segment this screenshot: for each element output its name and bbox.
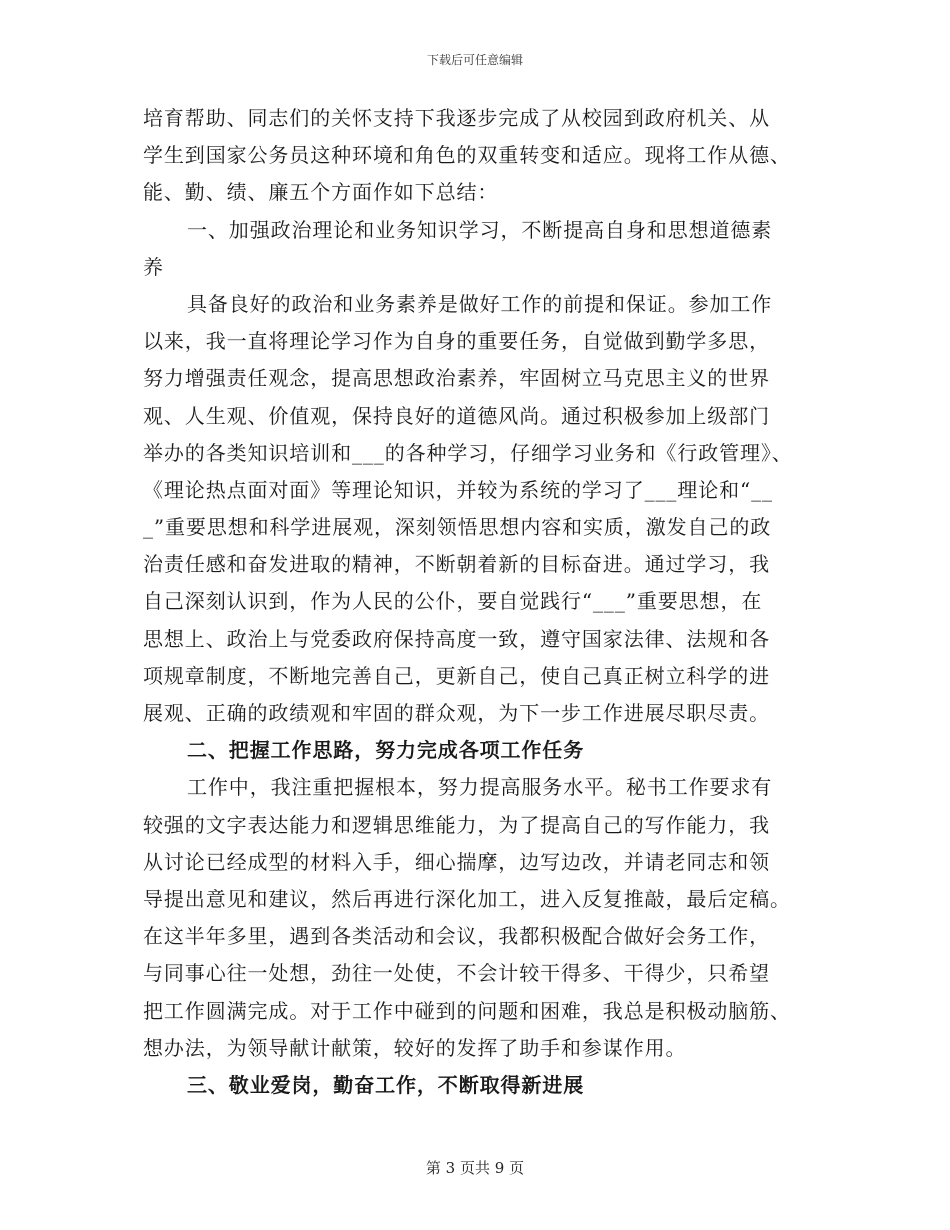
paragraph-start: 具备良好的政治和业务素养是做好工作的前提和保证。参加工作: [187, 291, 773, 316]
body-line: 把工作圆满完成。对于工作中碰到的问题和困难，我总是积极动脑筋、: [143, 998, 791, 1023]
body-line: 以来，我一直将理论学习作为自身的重要任务，自觉做到勤学多思，: [143, 329, 770, 354]
section-heading-2: 二、把握工作思路，努力完成各项工作任务: [187, 738, 585, 763]
body-line: 学生到国家公务员这种环境和角色的双重转变和适应。现将工作从德、: [143, 143, 791, 168]
body-line: 努力增强责任观念，提高思想政治素养，牢固树立马克思主义的世界: [143, 366, 770, 391]
body-line: 治责任感和奋发进取的精神，不断朝着新的目标奋进。通过学习，我: [143, 552, 770, 577]
body-line: _”重要思想和科学进展观，深刻领悟思想内容和实质，激发自己的政: [143, 515, 772, 540]
body-line: 较强的文字表达能力和逻辑思维能力，为了提高自己的写作能力，我: [143, 812, 770, 837]
body-line: 展观、正确的政绩观和牢固的群众观，为下一步工作进展尽职尽责。: [143, 701, 770, 725]
body-line: 举办的各类知识培训和___的各种学习，仔细学习业务和《行政管理》、: [143, 440, 793, 465]
body-line: 培育帮助、同志们的关怀支持下我逐步完成了从校园到政府机关、从: [143, 106, 770, 130]
body-line: 观、人生观、价值观，保持良好的道德风尚。通过积极参加上级部门: [143, 403, 770, 428]
body-line: 自己深刻认识到，作为人民的公仆，要自觉践行“___”重要思想，在: [143, 589, 763, 614]
body-line: 导提出意见和建议，然后再进行深化加工，进入反复推敲，最后定稿。: [143, 886, 791, 911]
page-header: 下载后可任意编辑: [426, 53, 523, 67]
body-line: 想办法，为领导献计献策，较好的发挥了助手和参谋作用。: [143, 1035, 687, 1060]
body-line: 从讨论已经成型的材料入手，细心揣摩，边写边改，并请老同志和领: [143, 849, 770, 874]
document-body: [143, 100, 813, 1104]
body-line: 《理论热点面对面》等理论知识，并较为系统的学习了___理论和“__: [143, 477, 773, 502]
body-line: 与同事心往一处想，劲往一处使，不会计较干得多、干得少，只希望: [143, 961, 770, 986]
section-heading-3: 三、敬业爱岗，勤奋工作，不断取得新进展: [187, 1072, 585, 1097]
body-line: 思想上、政治上与党委政府保持高度一致，遵守国家法律、法规和各: [143, 626, 770, 651]
paragraph-start: 工作中，我注重把握根本，努力提高服务水平。秘书工作要求有: [187, 775, 773, 800]
page-number: 第 3 页共 9 页: [425, 1159, 525, 1177]
body-line: 项规章制度，不断地完善自己，更新自己，使自己真正树立科学的进: [143, 663, 770, 688]
section-heading-1-continued: 养: [143, 254, 164, 279]
body-line: 在这半年多里，遇到各类活动和会议，我都积极配合做好会务工作，: [143, 924, 770, 949]
section-heading-1: 一、加强政治理论和业务知识学习，不断提高自身和思想道德素: [187, 217, 773, 242]
body-line: 能、勤、绩、廉五个方面作如下总结：: [143, 180, 499, 205]
